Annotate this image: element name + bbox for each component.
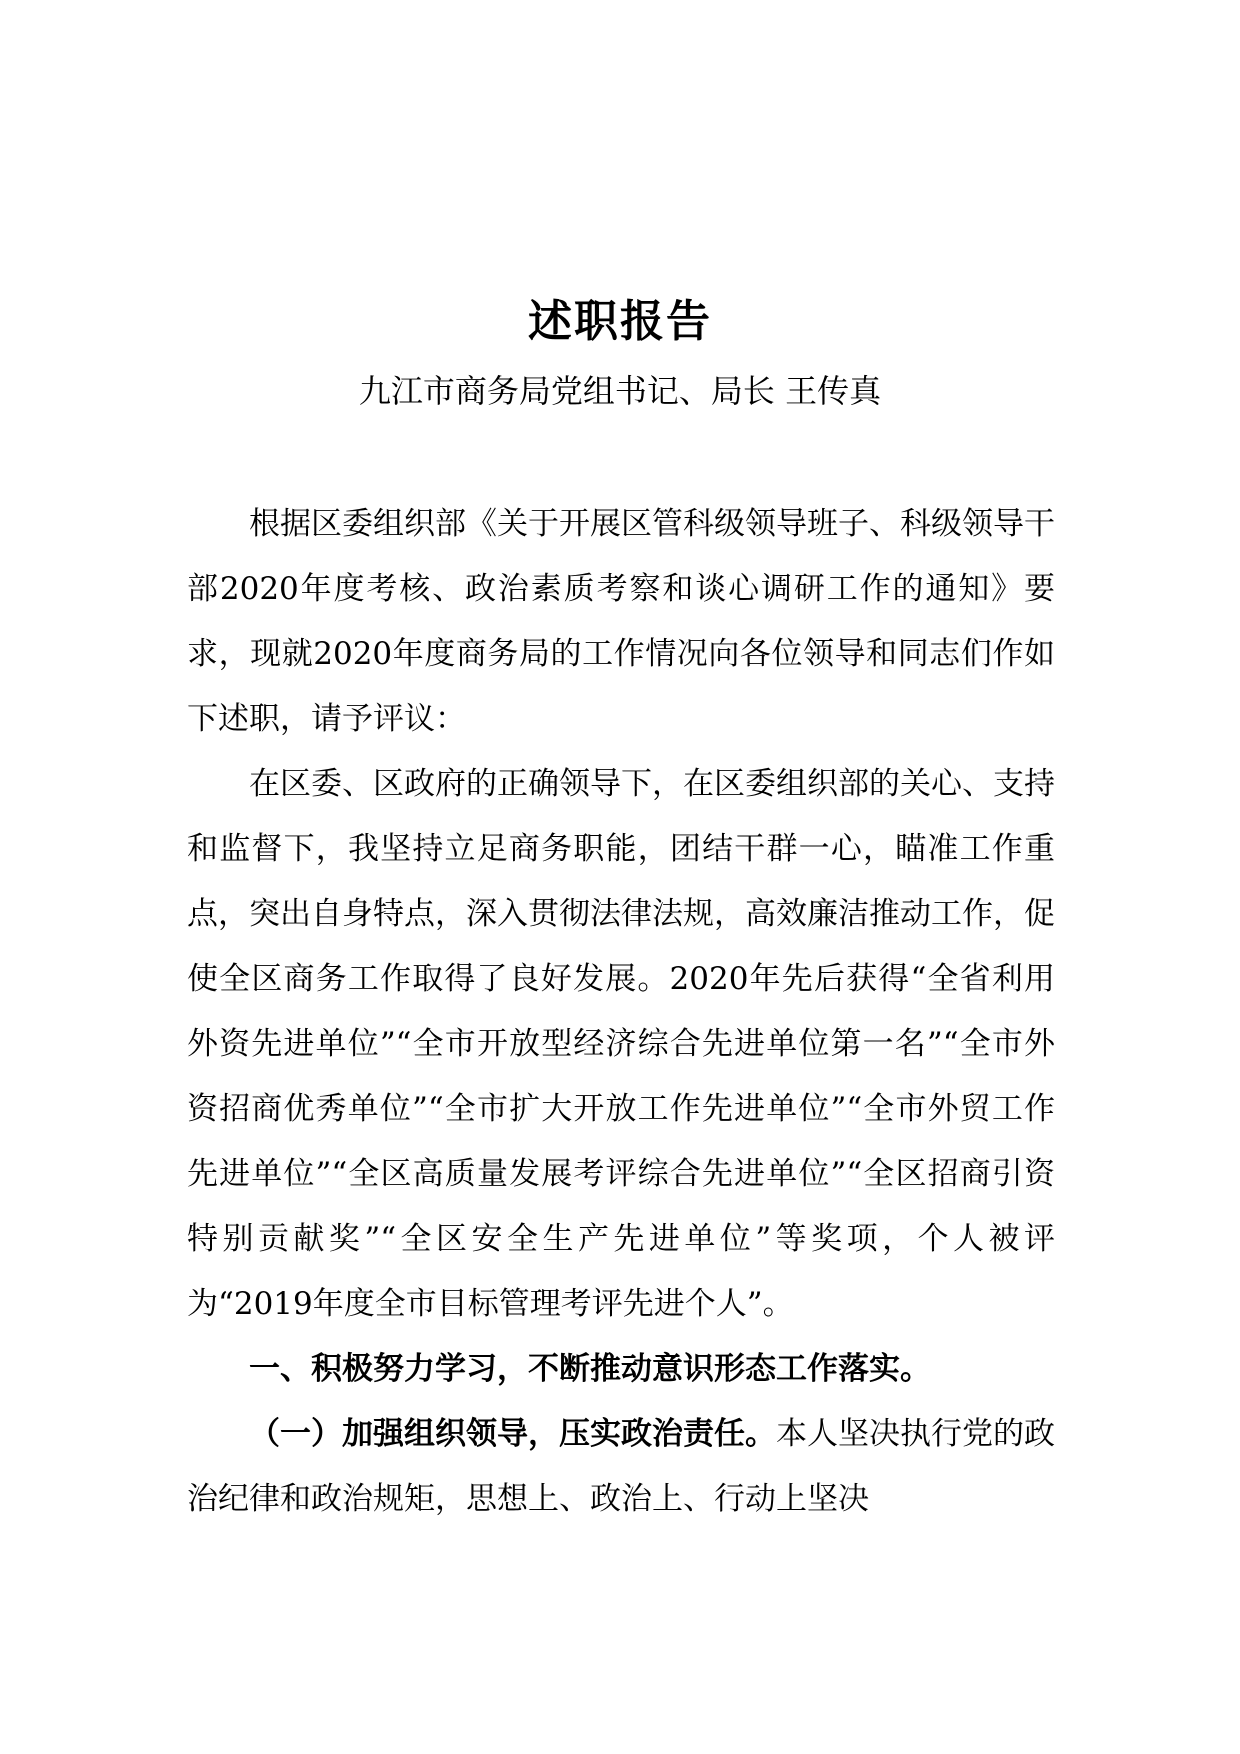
subsection-paragraph	[187, 1402, 1055, 1532]
subsection-text: 本人坚决执行党的政治纪律和政治规矩，思想上、政治上、行动上坚决	[187, 1416, 1055, 1517]
document-subtitle: 九江市商务局党组书记、局长 王传真	[358, 372, 882, 410]
section-heading: 一、积极努力学习，不断推动意识形态工作落实。	[249, 1351, 931, 1387]
document-body	[187, 492, 1055, 1532]
subsection-lead: （一）加强组织领导，压实政治责任。	[249, 1416, 776, 1452]
paragraph-intro: 根据区委组织部《关于开展区管科级领导班子、科级领导干部2020年度考核、政治素质考察和谈心调研工作的通知》要求，现就2020年度商务局的工作情况向各位领导和同志们作如下述职，请予评议：	[187, 506, 1055, 737]
paragraph-achievements: 在区委、区政府的正确领导下，在区委组织部的关心、支持和监督下，我坚持立足商务职能，团结干群一心，瞄准工作重点，突出自身特点，深入贯彻法律法规，高效廉洁推动工作，促使全区商务工作取得了良好发展。2020年先后获得“全省利用外资先进单位”“全市开放型经济综合先进单位第一名”“全市外资招商优秀单位”“全市扩大开放工作先进单位”“全市外贸工作先进单位”“全区高质量发展考评综合先进单位”“全区招商引资特别贡献奖”“全区安全生产先进单位”等奖项，个人被评为“2019年度全市目标管理考评先进个人”。	[187, 766, 1055, 1322]
document-title: 述职报告	[528, 296, 712, 347]
